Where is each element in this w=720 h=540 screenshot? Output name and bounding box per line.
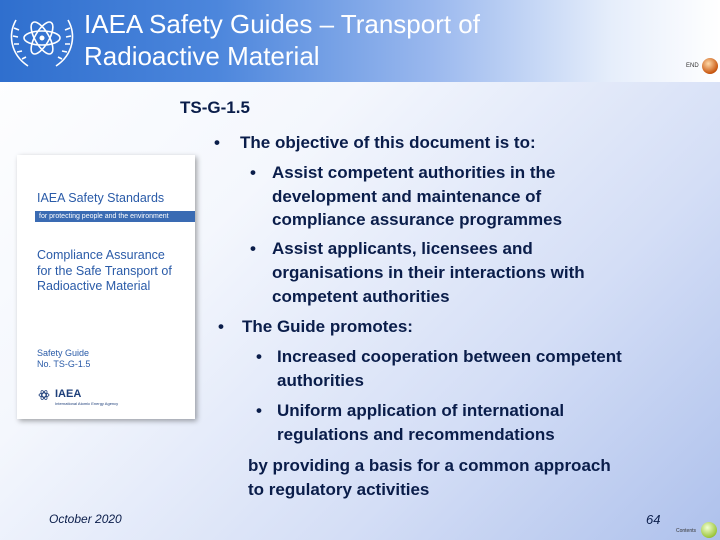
objective-intro: The objective of this document is to: [240,133,536,152]
slide-title-line2: Radioactive Material [84,41,320,71]
promotes-intro: The Guide promotes: [242,317,413,336]
prom1-line2: authorities [277,371,364,390]
bullet-prom2: • [256,401,262,420]
closing-line2: to regulatory activities [248,480,430,499]
cover-title-line3: Radioactive Material [37,279,151,293]
cover-title-line1: Compliance Assurance [37,248,165,262]
bullet-obj1: • [250,163,256,182]
prom2-line1: Uniform application of international [277,401,565,420]
cover-title-line2: for the Safe Transport of [37,263,172,278]
obj2-line1: Assist applicants, licensees and [272,239,533,258]
document-id: TS-G-1.5 [180,98,250,117]
obj1-line1: Assist competent authorities in the [272,163,556,182]
contents-button-label[interactable]: Contents [676,528,697,534]
prom2-line2: regulations and recommendations [277,425,555,444]
bullet-obj2: • [250,239,256,258]
cover-bar-text: for protecting people and the environment [39,213,169,220]
obj2-line2: organisations in their interactions with [272,263,585,282]
obj1-line3: compliance assurance programmes [272,210,563,229]
cover-org-name: IAEA [55,388,82,400]
prom1-line1: Increased cooperation between competent [277,347,622,366]
slide-title-line1: IAEA Safety Guides – Transport of [84,9,480,39]
closing-line1: by providing a basis for a common approach [248,456,611,475]
end-button-label[interactable]: END [686,63,699,69]
page-number: 64 [646,512,661,527]
obj2-line3: competent authorities [272,287,450,306]
cover-guide-label: Safety Guide [37,348,90,358]
cover-guide-number: No. TS-G-1.5 [37,359,91,369]
bullet-prom1: • [256,347,262,366]
footer-date: October 2020 [49,512,122,526]
cover-org-sub: International Atomic Energy Agency [55,401,119,406]
bullet-objective: • [214,133,220,152]
bullet-promotes: • [218,317,224,336]
contents-button-icon[interactable] [701,522,717,538]
cover-series-title: IAEA Safety Standards [37,191,165,205]
obj1-line2: development and maintenance of [272,187,542,206]
